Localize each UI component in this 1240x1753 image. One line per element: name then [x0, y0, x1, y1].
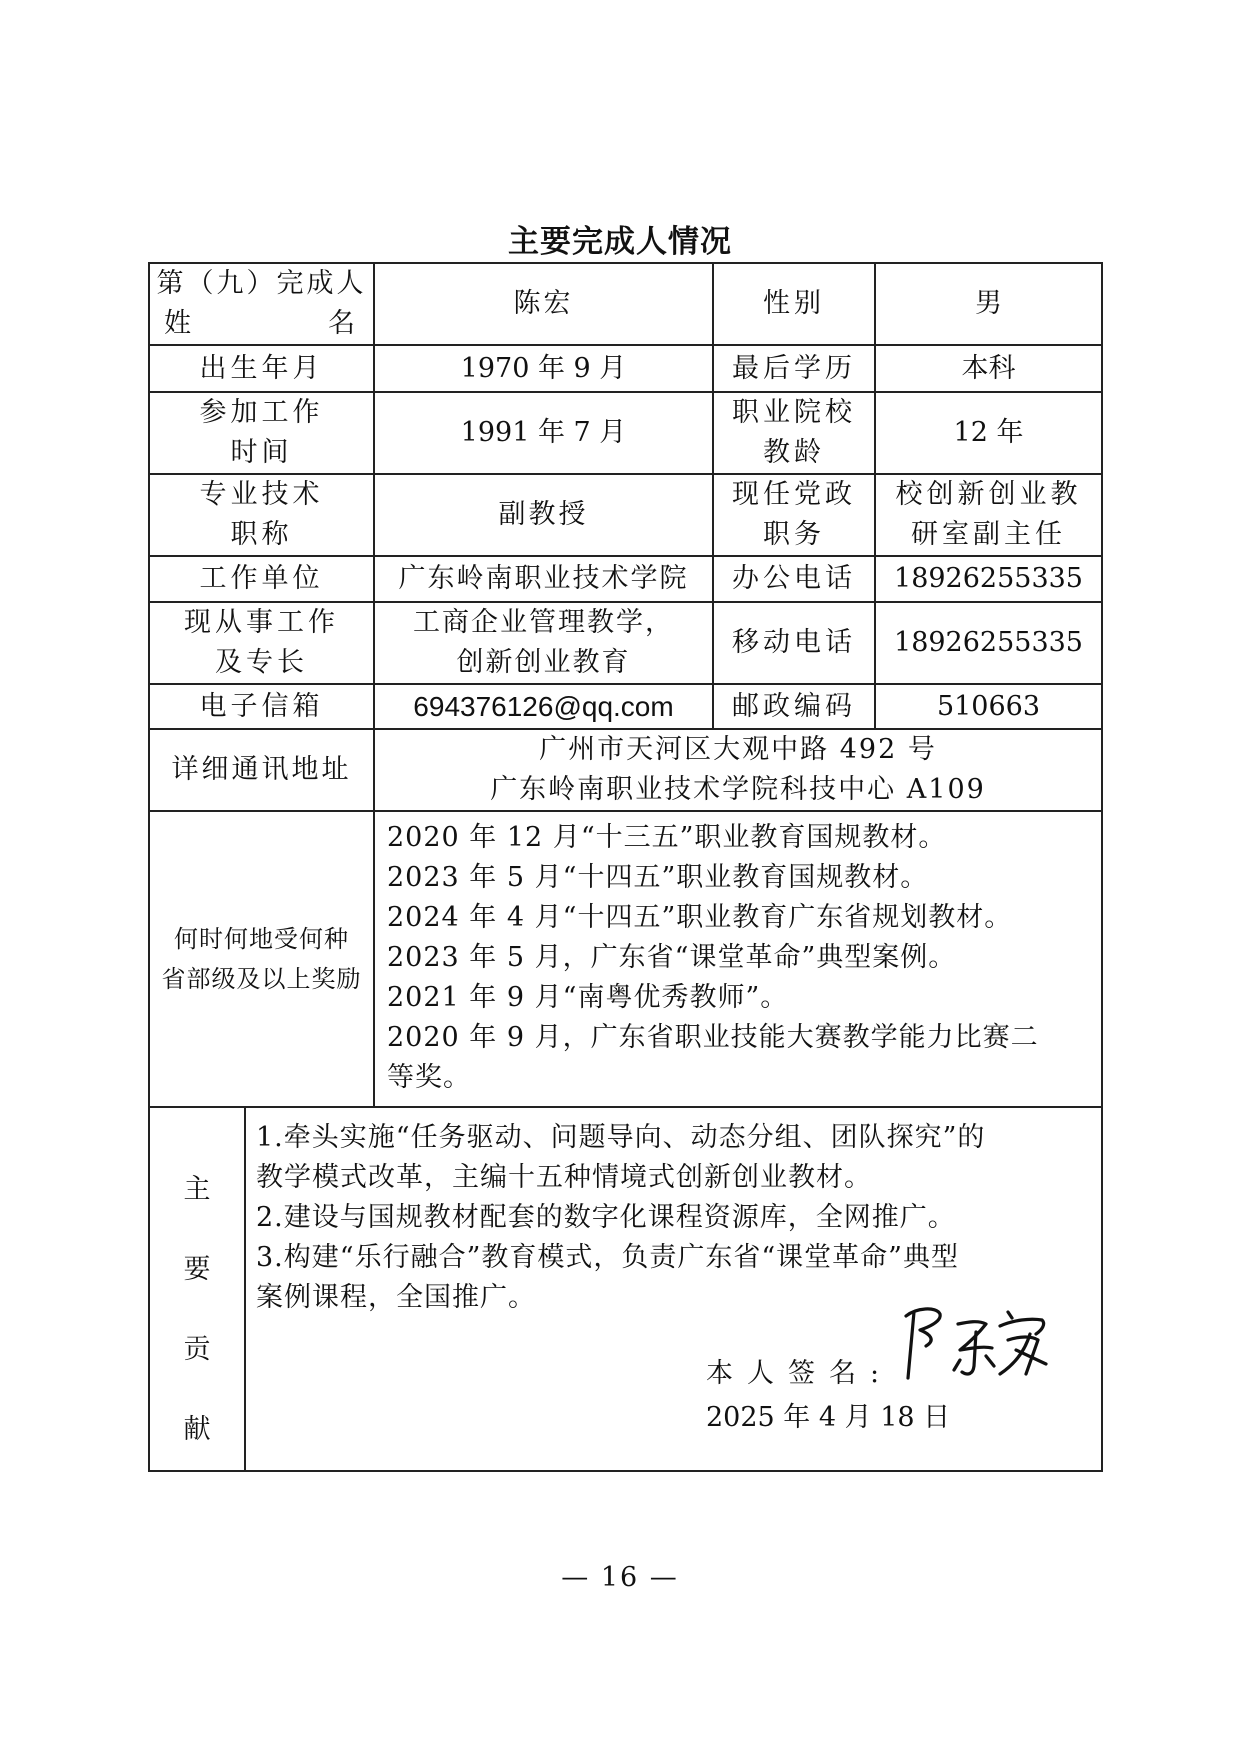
- row-specialty: [149, 602, 1102, 684]
- contribution-label-char: 主: [183, 1174, 211, 1205]
- birth-label: 出生年月: [149, 345, 374, 392]
- row-address: [149, 729, 1102, 811]
- name-label-char-1: 姓: [164, 308, 191, 339]
- position-value: [875, 474, 1102, 556]
- name-label-line2: [154, 304, 369, 344]
- education-value: 本科: [875, 345, 1102, 392]
- unit-label: 工作单位: [149, 556, 374, 602]
- title-value: 副教授: [374, 474, 713, 556]
- contribution-line: 1.牵头实施“任务驱动、问题导向、动态分组、团队探究”的: [256, 1122, 986, 1153]
- unit-value: 广东岭南职业技术学院: [374, 556, 713, 602]
- name-label: [149, 263, 374, 345]
- birth-value: 1970 年 9 月: [374, 345, 713, 392]
- work-start-label-line1: 参加工作: [199, 397, 324, 428]
- specialty-label: [149, 602, 374, 684]
- contribution-line: 3.构建“乐行融合”教育模式，负责广东省“课堂革命”典型: [256, 1242, 959, 1273]
- page-number: — 16 —: [561, 1562, 679, 1593]
- contribution-label: [149, 1107, 245, 1471]
- work-start-label: [149, 392, 374, 474]
- address-value: [374, 729, 1102, 811]
- position-value-line2: 研室副主任: [911, 519, 1066, 550]
- name-label-line1: 第（九）完成人: [156, 268, 367, 299]
- email-value: 694376126@qq.com: [374, 684, 713, 729]
- award-item: 2023 年 5 月，广东省“课堂革命”典型案例。: [387, 942, 957, 973]
- row-email: [149, 684, 1102, 729]
- teaching-years-value: 12 年: [875, 392, 1102, 474]
- address-value-line2: 广东岭南职业技术学院科技中心 A109: [490, 774, 986, 805]
- award-item: 2021 年 9 月“南粤优秀教师”。: [387, 982, 789, 1013]
- office-phone-value: 18926255335: [875, 556, 1102, 602]
- mobile-phone-label: 移动电话: [713, 602, 875, 684]
- row-work-start: [149, 392, 1102, 474]
- award-item: 2020 年 9 月，广东省职业技能大赛教学能力比赛二: [387, 1022, 1039, 1053]
- signature-date: 2025 年 4 月 18 日: [706, 1402, 951, 1433]
- signature-block: [706, 1354, 1091, 1438]
- address-label: 详细通讯地址: [149, 729, 374, 811]
- title-label-line2: 职称: [230, 519, 293, 550]
- teaching-years-label-line2: 教龄: [763, 437, 825, 468]
- office-phone-label: 办公电话: [713, 556, 875, 602]
- email-label: 电子信箱: [149, 684, 374, 729]
- address-value-line1: 广州市天河区大观中路 492 号: [539, 734, 937, 765]
- awards-label-line1: 何时何地受何种: [174, 925, 349, 953]
- contribution-label-char: 献: [183, 1414, 211, 1445]
- awards-list: [374, 811, 1102, 1107]
- row-unit: [149, 556, 1102, 602]
- gender-label: 性别: [713, 263, 875, 345]
- teaching-years-label-line1: 职业院校: [732, 397, 856, 428]
- contribution-label-char: 要: [183, 1254, 211, 1285]
- award-item: 2023 年 5 月“十四五”职业教育国规教材。: [387, 862, 929, 893]
- awards-label-line2: 省部级及以上奖励: [161, 965, 362, 993]
- contribution-label-char: 贡: [183, 1334, 211, 1365]
- education-label: 最后学历: [713, 345, 875, 392]
- work-start-value: 1991 年 7 月: [374, 392, 713, 474]
- row-birth: [149, 345, 1102, 392]
- awards-label: [149, 811, 374, 1107]
- position-label-line1: 现任党政: [732, 479, 856, 510]
- teaching-years-label: [713, 392, 875, 474]
- signature-label: 本人签名:: [706, 1358, 894, 1389]
- row-contribution: [149, 1107, 1102, 1471]
- award-item: 等奖。: [387, 1062, 471, 1093]
- contribution-line: 2.建设与国规教材配套的数字化课程资源库，全网推广。: [256, 1202, 956, 1233]
- specialty-label-line2: 及专长: [215, 647, 308, 678]
- work-start-label-line2: 时间: [230, 437, 293, 468]
- position-value-line1: 校创新创业教: [895, 479, 1082, 510]
- postcode-value: 510663: [875, 684, 1102, 729]
- row-name: [149, 263, 1102, 345]
- specialty-value-line1: 工商企业管理教学，: [413, 607, 674, 638]
- gender-value: 男: [875, 263, 1102, 345]
- name-value: 陈宏: [374, 263, 713, 345]
- postcode-label: 邮政编码: [713, 684, 875, 729]
- row-awards: [149, 811, 1102, 1107]
- specialty-value-line2: 创新创业教育: [456, 647, 631, 678]
- contribution-line: 案例课程，全国推广。: [256, 1282, 536, 1313]
- row-title: [149, 474, 1102, 556]
- award-item: 2020 年 12 月“十三五”职业教育国规教材。: [387, 822, 947, 853]
- personnel-form-table: [148, 262, 1103, 1472]
- name-label-char-2: 名: [328, 308, 355, 339]
- contribution-content: [245, 1107, 1102, 1471]
- mobile-phone-value: 18926255335: [875, 602, 1102, 684]
- title-label-line1: 专业技术: [199, 479, 324, 510]
- page-title: 主要完成人情况: [508, 224, 732, 260]
- contribution-line: 教学模式改革，主编十五种情境式创新创业教材。: [256, 1162, 872, 1193]
- specialty-value: [374, 602, 713, 684]
- specialty-label-line1: 现从事工作: [184, 607, 339, 638]
- title-label: [149, 474, 374, 556]
- position-label-line2: 职务: [763, 519, 825, 550]
- position-label: [713, 474, 875, 556]
- award-item: 2024 年 4 月“十四五”职业教育广东省规划教材。: [387, 902, 1013, 933]
- handwritten-signature: [896, 1294, 1066, 1384]
